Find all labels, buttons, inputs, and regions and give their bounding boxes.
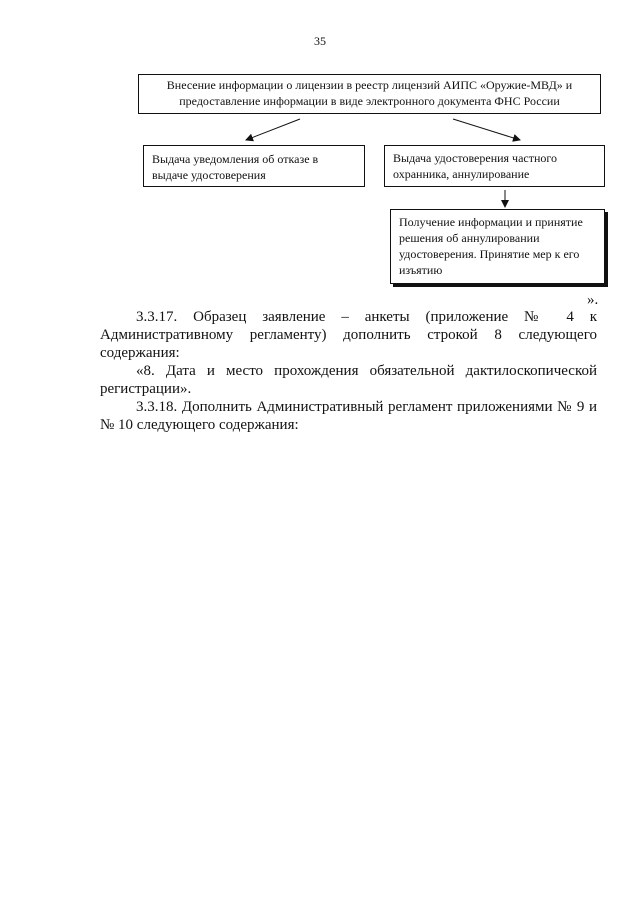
- paragraph-3-3-17: 3.3.17. Образец заявление – анкеты (приложение № 4 к Административному регламенту) дополнить строкой 8 следующего содержания:: [100, 309, 597, 361]
- flowchart-box-label: Внесение информации о лицензии в реестр лицензий АИПС «Оружие-МВД» и предоставление информации в виде электронного документа ФНС России: [166, 78, 573, 108]
- flowchart-box-refusal: [143, 145, 365, 187]
- arrow-to-refusal: [246, 119, 300, 140]
- arrow-to-issuance: [453, 119, 520, 140]
- paragraph-item-8: «8. Дата и место прохождения обязательной дактилоскопической регистрации».: [100, 363, 597, 397]
- flowchart-box-annulment: [390, 209, 605, 284]
- body-text: [100, 308, 597, 434]
- flowchart-box-label: Получение информации и принятие решения об аннулировании удостоверения. Принятие мер к его изъятию: [399, 215, 583, 277]
- flowchart-box-label: Выдача уведомления об отказе в выдаче удостоверения: [152, 152, 319, 182]
- closing-quote: ».: [587, 292, 599, 308]
- page-number: 35: [314, 34, 326, 48]
- flowchart-box-label: Выдача удостоверения частного охранника, аннулирование: [393, 151, 558, 181]
- paragraph-3-3-18: 3.3.18. Дополнить Административный регламент приложениями № 9 и № 10 следующего содержания:: [100, 399, 597, 433]
- flowchart-box-issuance: [384, 145, 605, 187]
